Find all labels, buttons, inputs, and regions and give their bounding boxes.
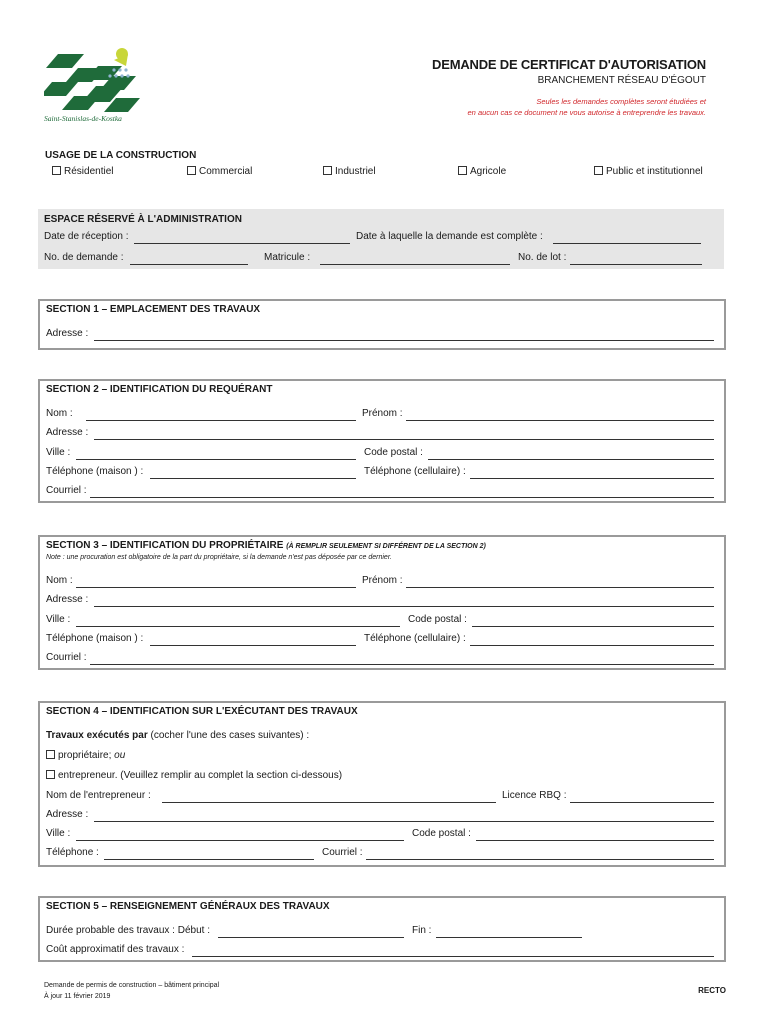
tel-maison-field[interactable] xyxy=(150,478,356,479)
telephone-field[interactable] xyxy=(104,859,314,860)
code-postal-field[interactable] xyxy=(472,626,714,627)
duree-label: Durée probable des travaux : Début : xyxy=(46,925,210,936)
code-postal-field[interactable] xyxy=(428,459,714,460)
checkbox-icon[interactable] xyxy=(52,166,61,175)
courriel-label: Courriel : xyxy=(322,847,363,858)
ville-field[interactable] xyxy=(76,840,404,841)
adresse-field[interactable] xyxy=(94,606,714,607)
tel-cell-label: Téléphone (cellulaire) : xyxy=(364,466,466,477)
adresse-field[interactable] xyxy=(94,821,714,822)
usage-option-public[interactable]: Public et institutionnel xyxy=(594,166,703,177)
usage-option-commercial[interactable]: Commercial xyxy=(187,166,252,177)
document-subtitle: BRANCHEMENT RÉSEAU D'ÉGOUT xyxy=(537,75,706,86)
date-reception-field[interactable] xyxy=(134,243,350,244)
tel-cell-label: Téléphone (cellulaire) : xyxy=(364,633,466,644)
section-2-title: SECTION 2 – IDENTIFICATION DU REQUÉRANT xyxy=(46,384,273,395)
tel-maison-field[interactable] xyxy=(150,645,356,646)
notice-line-2: en aucun cas ce document ne vous autorise à entreprendre les travaux. xyxy=(467,108,706,117)
no-demande-label: No. de demande : xyxy=(44,252,124,263)
date-complete-label: Date à laquelle la demande est complète : xyxy=(356,231,543,242)
travaux-executes-label: Travaux exécutés par (cocher l'une des cases suivantes) : xyxy=(46,730,310,741)
matricule-label: Matricule : xyxy=(264,252,311,263)
tel-cell-field[interactable] xyxy=(470,478,714,479)
nom-entrepreneur-field[interactable] xyxy=(162,802,496,803)
ville-label: Ville : xyxy=(46,614,71,625)
tel-maison-label: Téléphone (maison ) : xyxy=(46,633,144,644)
prenom-label: Prénom : xyxy=(362,408,403,419)
checkbox-icon[interactable] xyxy=(458,166,467,175)
adresse-label: Adresse : xyxy=(46,328,89,339)
usage-title: USAGE DE LA CONSTRUCTION xyxy=(45,150,197,161)
no-demande-field[interactable] xyxy=(130,264,248,265)
tel-cell-field[interactable] xyxy=(470,645,714,646)
prenom-field[interactable] xyxy=(406,420,714,421)
courriel-field[interactable] xyxy=(90,497,714,498)
licence-rbq-field[interactable] xyxy=(570,802,714,803)
fin-field[interactable] xyxy=(436,937,582,938)
usage-option-industriel[interactable]: Industriel xyxy=(323,166,376,177)
cout-field[interactable] xyxy=(192,956,714,957)
option-proprietaire[interactable]: propriétaire; ou xyxy=(46,750,125,761)
document-title: DEMANDE DE CERTIFICAT D'AUTORISATION xyxy=(432,57,706,72)
footer-update-date: À jour 11 février 2019 xyxy=(44,993,111,1000)
usage-option-residentiel[interactable]: Résidentiel xyxy=(52,166,113,177)
nom-entrepreneur-label: Nom de l'entrepreneur : xyxy=(46,790,151,801)
logo-caption: Saint-Stanislas-de-Kostka xyxy=(44,114,122,123)
section-5 xyxy=(38,896,726,962)
footer-form-name: Demande de permis de construction – bâtiment principal xyxy=(44,982,220,989)
code-postal-field[interactable] xyxy=(476,840,714,841)
section-3 xyxy=(38,535,726,670)
section-2 xyxy=(38,379,726,503)
section-4-title: SECTION 4 – IDENTIFICATION SUR L'EXÉCUTANT DES TRAVAUX xyxy=(46,706,358,717)
ville-label: Ville : xyxy=(46,828,71,839)
nom-label: Nom : xyxy=(46,575,73,586)
prenom-field[interactable] xyxy=(406,587,714,588)
adresse-label: Adresse : xyxy=(46,427,89,438)
no-lot-field[interactable] xyxy=(570,264,702,265)
checkbox-icon[interactable] xyxy=(46,750,55,759)
checkbox-icon[interactable] xyxy=(46,770,55,779)
nom-label: Nom : xyxy=(46,408,73,419)
date-reception-label: Date de réception : xyxy=(44,231,129,242)
page-side-label: RECTO xyxy=(698,986,726,995)
matricule-field[interactable] xyxy=(320,264,510,265)
debut-field[interactable] xyxy=(218,937,404,938)
adresse-label: Adresse : xyxy=(46,809,89,820)
option-entrepreneur[interactable]: entrepreneur. (Veuillez remplir au complet la section ci-dessous) xyxy=(46,770,342,781)
courriel-field[interactable] xyxy=(90,664,714,665)
notice-line-1: Seules les demandes complètes seront étudiées et xyxy=(536,97,706,106)
ville-label: Ville : xyxy=(46,447,71,458)
admin-area xyxy=(38,209,724,269)
section-3-title-note: (À REMPLIR SEULEMENT SI DIFFÉRENT DE LA SECTION 2) xyxy=(286,543,486,550)
checkbox-icon[interactable] xyxy=(187,166,196,175)
section-1 xyxy=(38,299,726,350)
adresse-field[interactable] xyxy=(94,340,714,341)
courriel-label: Courriel : xyxy=(46,652,87,663)
code-postal-label: Code postal : xyxy=(412,828,471,839)
cout-label: Coût approximatif des travaux : xyxy=(46,944,185,955)
adresse-label: Adresse : xyxy=(46,594,89,605)
usage-option-agricole[interactable]: Agricole xyxy=(458,166,506,177)
nom-field[interactable] xyxy=(76,587,356,588)
nom-field[interactable] xyxy=(86,420,356,421)
date-complete-field[interactable] xyxy=(553,243,701,244)
fin-label: Fin : xyxy=(412,925,432,936)
courriel-label: Courriel : xyxy=(46,485,87,496)
licence-rbq-label: Licence RBQ : xyxy=(502,790,567,801)
checkbox-icon[interactable] xyxy=(594,166,603,175)
section-3-subnote: Note : une procuration est obligatoire de la part du propriétaire, si la demande n'est pas déposée par ce dernier. xyxy=(46,554,392,561)
section-5-title: SECTION 5 – RENSEIGNEMENT GÉNÉRAUX DES TRAVAUX xyxy=(46,901,330,912)
ville-field[interactable] xyxy=(76,626,400,627)
checkbox-icon[interactable] xyxy=(323,166,332,175)
section-4 xyxy=(38,701,726,867)
courriel-field[interactable] xyxy=(366,859,714,860)
tel-maison-label: Téléphone (maison ) : xyxy=(46,466,144,477)
prenom-label: Prénom : xyxy=(362,575,403,586)
ville-field[interactable] xyxy=(76,459,356,460)
admin-title: ESPACE RÉSERVÉ À L'ADMINISTRATION xyxy=(44,214,242,225)
section-3-title: SECTION 3 – IDENTIFICATION DU PROPRIÉTAIRE (À REMPLIR SEULEMENT SI DIFFÉRENT DE LA SECTION 2) xyxy=(46,540,486,551)
code-postal-label: Code postal : xyxy=(408,614,467,625)
code-postal-label: Code postal : xyxy=(364,447,423,458)
telephone-label: Téléphone : xyxy=(46,847,99,858)
no-lot-label: No. de lot : xyxy=(518,252,567,263)
section-1-title: SECTION 1 – EMPLACEMENT DES TRAVAUX xyxy=(46,304,261,315)
adresse-field[interactable] xyxy=(94,439,714,440)
